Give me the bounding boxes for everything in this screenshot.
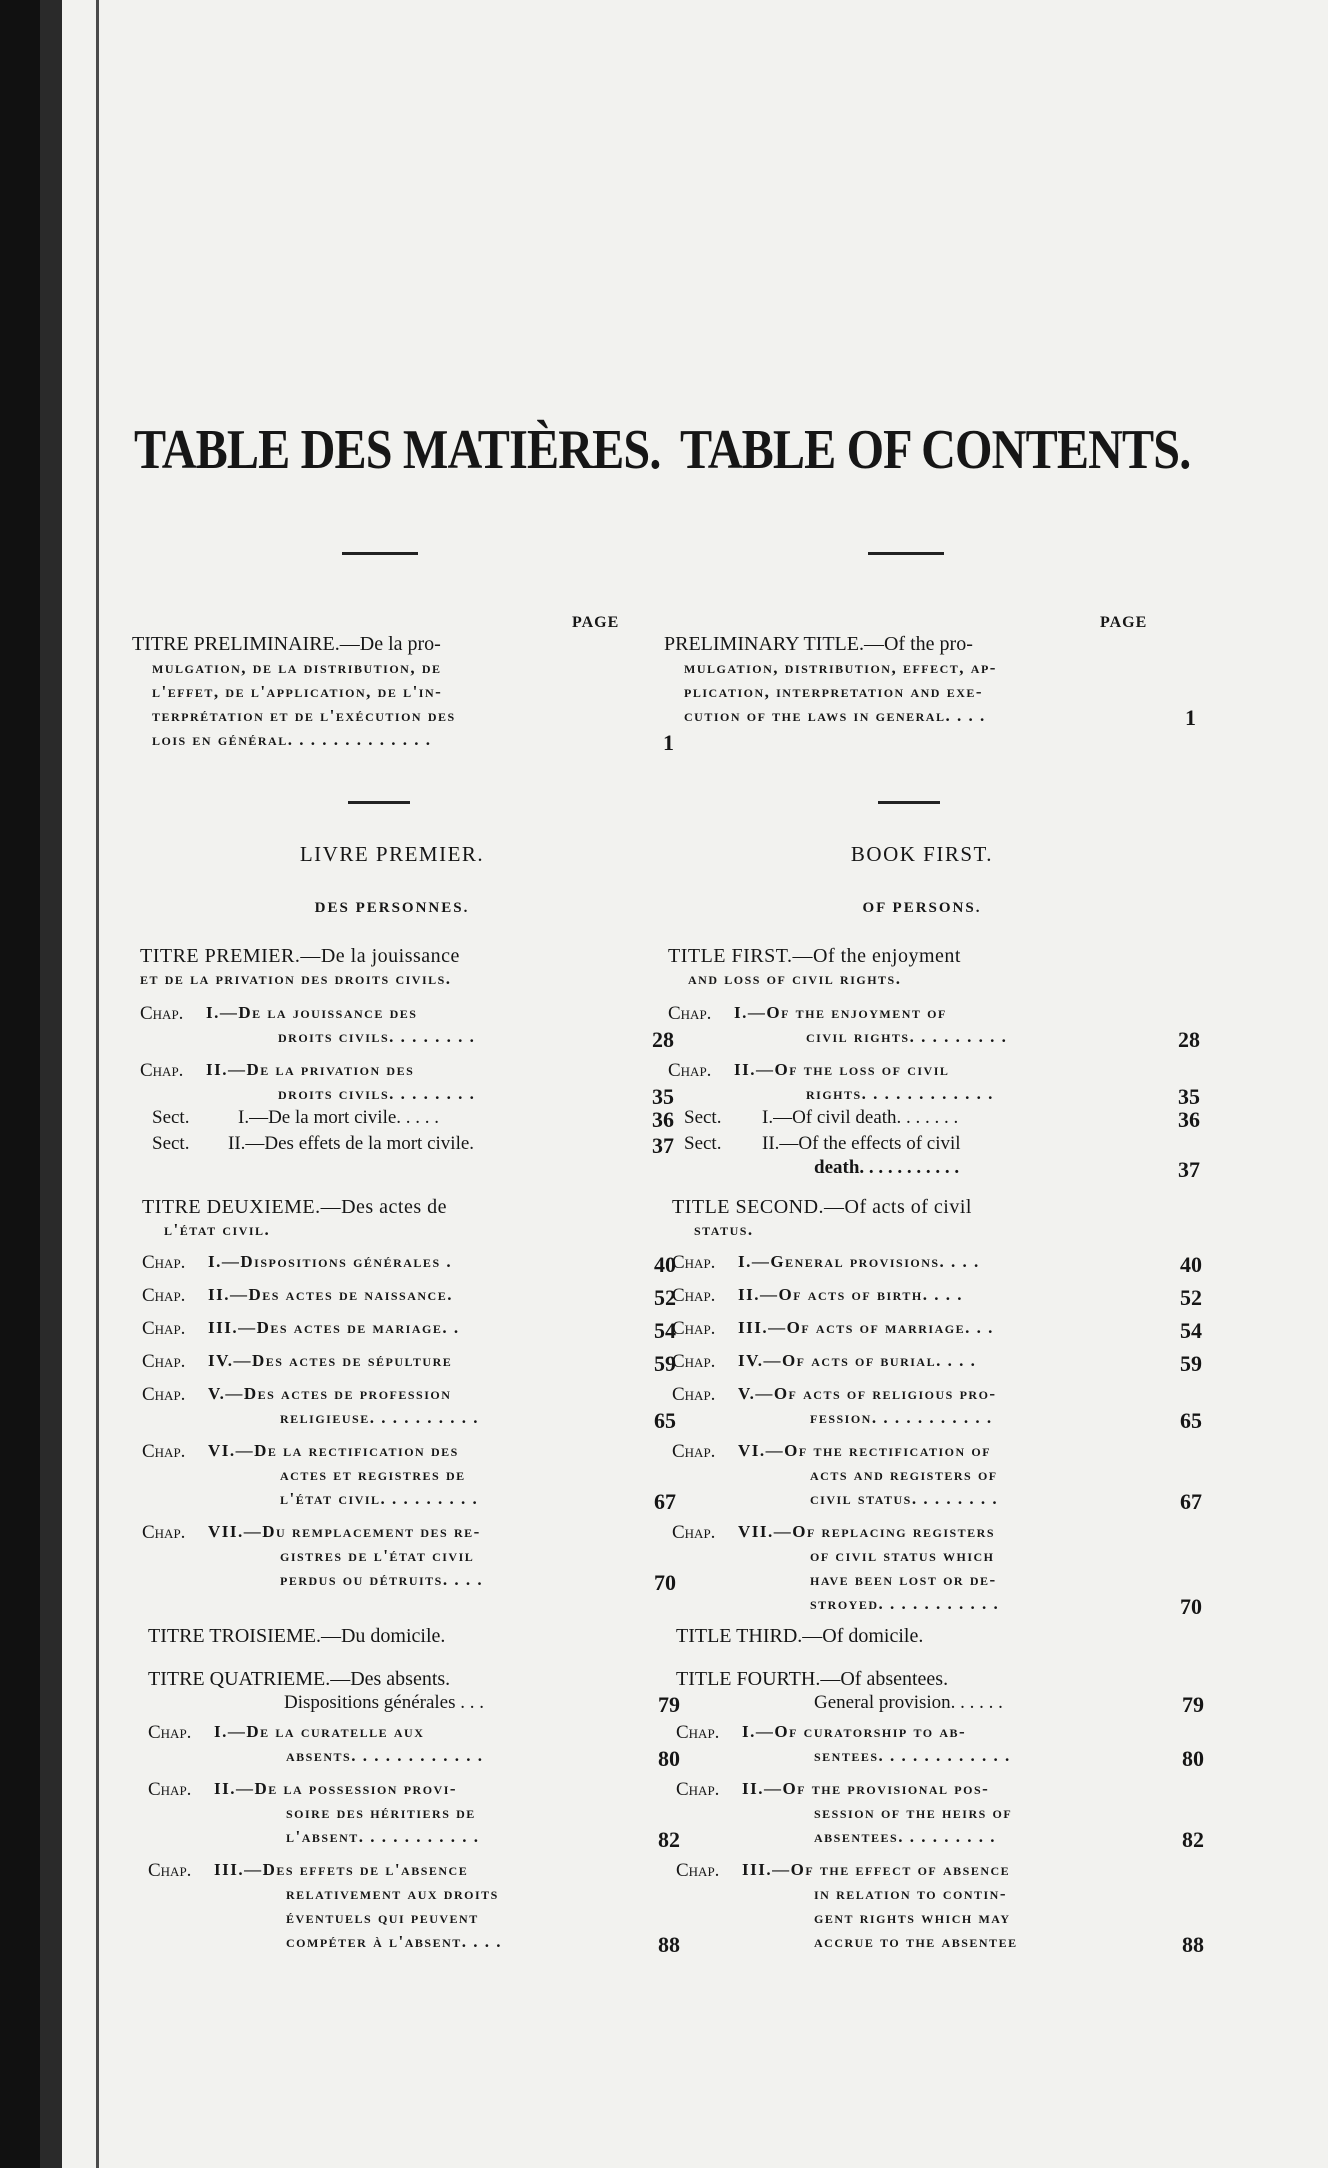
chapter-label: Chap. [672, 1252, 716, 1273]
page-number: 36 [1178, 1107, 1200, 1132]
page-number: 80 [1182, 1746, 1204, 1771]
chapter-title: II.—Of the provisional pos- [742, 1779, 990, 1798]
chapter-title-cont: l'absent. . . . . . . . . . . [286, 1827, 480, 1846]
chapter-label: Chap. [142, 1384, 186, 1405]
section-title-cont: death. . . . . . . . . . . [814, 1157, 960, 1178]
chapter-title-cont: civil rights. . . . . . . . . [806, 1027, 1008, 1046]
chapter-title-cont: accrue to the absentee [814, 1932, 1018, 1951]
chapter-label: Chap. [676, 1722, 720, 1743]
page-number: 36 [652, 1107, 674, 1132]
page-number: 52 [1180, 1285, 1202, 1310]
line: mulgation, de la distribution, de [152, 658, 442, 677]
page-number: 67 [654, 1489, 676, 1514]
section-title: II.—Of the effects of civil [762, 1133, 961, 1154]
chapter-title-cont: gent rights which may [814, 1908, 1011, 1927]
section-label: Sect. [684, 1133, 722, 1154]
chapter-title: I.—Of the enjoyment of [734, 1003, 947, 1022]
chapter-title: II.—Of the loss of civil [734, 1060, 950, 1079]
page-number: 28 [1178, 1027, 1200, 1052]
title-line: General provision. . . . . . [814, 1692, 1003, 1713]
chapter-title-cont: droits civils. . . . . . . . [278, 1027, 476, 1046]
chapter-title-cont: in relation to contin- [814, 1884, 1007, 1903]
chapter-title-cont: acts and registers of [810, 1465, 998, 1484]
chapter-title-cont: absents. . . . . . . . . . . . [286, 1746, 484, 1765]
chapter-title-cont: fession. . . . . . . . . . . [810, 1408, 993, 1427]
title-line: TITLE SECOND.—Of acts of civil [672, 1196, 972, 1218]
chapter-title: I.—De la jouissance des [206, 1003, 418, 1022]
chapter-title-cont: l'état civil. . . . . . . . . [280, 1489, 479, 1508]
chapter-label: Chap. [668, 1060, 712, 1081]
chapter-title: I.—Of curatorship to ab- [742, 1722, 967, 1741]
chapter-label: Chap. [142, 1285, 186, 1306]
chapter-title: III.—Des effets de l'absence [214, 1860, 469, 1879]
section-title: I.—Of civil death. . . . . . . [762, 1107, 959, 1128]
left-page-label: PAGE [572, 614, 620, 631]
page-number: 54 [654, 1318, 676, 1343]
page-number: 35 [652, 1084, 674, 1109]
section-label: Sect. [152, 1107, 190, 1128]
page-number: 88 [658, 1932, 680, 1957]
page-number: 80 [658, 1746, 680, 1771]
document-page [62, 0, 1328, 2168]
chapter-title-cont: droits civils. . . . . . . . [278, 1084, 476, 1103]
chapter-title: III.—Of the effect of absence [742, 1860, 1011, 1879]
title-line: TITRE DEUXIEME.—Des actes de [142, 1196, 448, 1218]
chapter-title: III.—Des actes de mariage. . [208, 1318, 460, 1337]
chapter-label: Chap. [142, 1522, 186, 1543]
chapter-title: VI.—Of the rectification of [738, 1441, 992, 1460]
page-number: 37 [652, 1133, 674, 1158]
title-line: and loss of civil rights. [688, 969, 902, 988]
page-number: 35 [1178, 1084, 1200, 1109]
chapter-label: Chap. [668, 1003, 712, 1024]
chapter-label: Chap. [142, 1318, 186, 1339]
section-title: I.—De la mort civile. . . . . [238, 1107, 440, 1128]
chapter-label: Chap. [140, 1003, 184, 1024]
chapter-title-cont: sentees. . . . . . . . . . . . [814, 1746, 1011, 1765]
chapter-label: Chap. [676, 1860, 720, 1881]
title-line: et de la privation des droits civils. [140, 969, 452, 988]
chapter-title: II.—Of acts of birth. . . . [738, 1285, 963, 1304]
page-number: 59 [1180, 1351, 1202, 1376]
chapter-title-cont: civil status. . . . . . . . [810, 1489, 999, 1508]
chapter-title: I.—General provisions. . . . [738, 1252, 980, 1271]
chapter-title-cont: compéter à l'absent. . . . [286, 1932, 502, 1951]
right-title-rule [868, 552, 944, 555]
chapter-title: I.—De la curatelle aux [214, 1722, 425, 1741]
chapter-label: Chap. [140, 1060, 184, 1081]
chapter-title: IV.—Des actes de sépulture [208, 1351, 453, 1370]
left-preliminary [132, 632, 592, 752]
page-number: 65 [1180, 1408, 1202, 1433]
right-book-heading: BOOK FIRST. [850, 842, 994, 866]
chapter-title-cont: actes et registres de [280, 1465, 466, 1484]
line: plication, interpretation and exe- [684, 682, 984, 701]
chapter-title: V.—Des actes de profession [208, 1384, 452, 1403]
chapter-label: Chap. [676, 1779, 720, 1800]
chapter-title: I.—Dispositions générales . [208, 1252, 453, 1271]
chapter-label: Chap. [142, 1351, 186, 1372]
line: cution of the laws in general. . . . [684, 706, 986, 725]
title-line: TITRE PREMIER.—De la jouissance [140, 945, 460, 967]
title-line: status. [694, 1220, 754, 1239]
chapter-label: Chap. [148, 1779, 192, 1800]
page-number: 79 [1182, 1692, 1204, 1717]
page-number: 54 [1180, 1318, 1202, 1343]
title-line: TITLE FIRST.—Of the enjoyment [668, 945, 961, 967]
chapter-title-cont: rights. . . . . . . . . . . . [806, 1084, 994, 1103]
page-number: 82 [658, 1827, 680, 1852]
chapter-label: Chap. [148, 1722, 192, 1743]
chapter-title-cont: have been lost or de- [810, 1570, 997, 1589]
page-number: 67 [1180, 1489, 1202, 1514]
chapter-title-cont: soire des héritiers de [286, 1803, 476, 1822]
right-section-rule [878, 801, 940, 804]
title-line: TITRE QUATRIEME.—Des absents. [148, 1668, 451, 1690]
chapter-label: Chap. [148, 1860, 192, 1881]
chapter-title: IV.—Of acts of burial. . . . [738, 1351, 977, 1370]
french-title: TABLE DES MATIÈRES. [134, 419, 661, 481]
left-section-rule [348, 801, 410, 804]
left-book-sub: DES PERSONNES. [314, 900, 470, 916]
chapter-label: Chap. [142, 1441, 186, 1462]
right-book-sub: OF PERSONS. [862, 900, 982, 916]
page-number: 65 [654, 1408, 676, 1433]
chapter-title-cont: of civil status which [810, 1546, 995, 1565]
page-number: 88 [1182, 1932, 1204, 1957]
chapter-label: Chap. [142, 1252, 186, 1273]
section-title: II.—Des effets de la mort civile. [228, 1133, 475, 1154]
chapter-title: VII.—Of replacing registers [738, 1522, 996, 1541]
line: mulgation, distribution, effect, ap- [684, 658, 997, 677]
section-label: Sect. [684, 1107, 722, 1128]
page-number: 28 [652, 1027, 674, 1052]
page-number: 52 [654, 1285, 676, 1310]
chapter-label: Chap. [672, 1522, 716, 1543]
chapter-title-cont: éventuels qui peuvent [286, 1908, 479, 1927]
chapter-title: VI.—De la rectification des [208, 1441, 459, 1460]
line: PRELIMINARY TITLE.—Of the pro- [664, 633, 973, 655]
section-label: Sect. [152, 1133, 190, 1154]
line: lois en général. . . . . . . . . . . . . [152, 730, 432, 749]
right-preliminary [664, 632, 1124, 728]
page-number: 40 [1180, 1252, 1202, 1277]
page-number: 37 [1178, 1157, 1200, 1182]
title-line: TITRE TROISIEME.—Du domicile. [148, 1625, 446, 1647]
chapter-title-cont: stroyed. . . . . . . . . . . [810, 1594, 1000, 1613]
page-edge-line [96, 0, 99, 2168]
line: terprétation et de l'exécution des [152, 706, 456, 725]
chapter-title-cont: perdus ou détruits. . . . [280, 1570, 484, 1589]
chapter-title-cont: relativement aux droits [286, 1884, 499, 1903]
chapter-title: II.—Des actes de naissance. [208, 1285, 453, 1304]
page-number: 40 [654, 1252, 676, 1277]
chapter-label: Chap. [672, 1318, 716, 1339]
chapter-title: III.—Of acts of marriage. . . [738, 1318, 994, 1337]
chapter-title: V.—Of acts of religious pro- [738, 1384, 997, 1403]
chapter-title-cont: religieuse. . . . . . . . . . [280, 1408, 479, 1427]
chapter-title: II.—De la possession provi- [214, 1779, 458, 1798]
chapter-title: VII.—Du remplacement des re- [208, 1522, 481, 1541]
left-title-rule [342, 552, 418, 555]
chapter-title: II.—De la privation des [206, 1060, 415, 1079]
title-line: TITLE THIRD.—Of domicile. [676, 1625, 924, 1647]
chapter-title-cont: absentees. . . . . . . . . [814, 1827, 996, 1846]
title-line: Dispositions générales . . . [284, 1692, 485, 1713]
right-page-label: PAGE [1100, 614, 1148, 631]
page-number: 82 [1182, 1827, 1204, 1852]
chapter-label: Chap. [672, 1351, 716, 1372]
page-number: 1 [663, 730, 674, 755]
page-gutter [40, 0, 62, 2168]
chapter-label: Chap. [672, 1384, 716, 1405]
chapter-label: Chap. [672, 1285, 716, 1306]
chapter-title-cont: gistres de l'état civil [280, 1546, 475, 1565]
page-number: 79 [658, 1692, 680, 1717]
left-book-heading: LIVRE PREMIER. [299, 842, 485, 866]
page-number: 70 [1180, 1594, 1202, 1619]
chapter-title-cont: session of the heirs of [814, 1803, 1013, 1822]
page-number: 59 [654, 1351, 676, 1376]
page-number: 1 [1185, 705, 1196, 730]
line: TITRE PRELIMINAIRE.—De la pro- [132, 633, 441, 655]
line: l'effet, de l'application, de l'in- [152, 682, 443, 701]
page-number: 70 [654, 1570, 676, 1595]
title-line: l'état civil. [164, 1220, 271, 1239]
title-line: TITLE FOURTH.—Of absentees. [676, 1668, 949, 1690]
english-title: TABLE OF CONTENTS. [680, 419, 1191, 481]
chapter-label: Chap. [672, 1441, 716, 1462]
